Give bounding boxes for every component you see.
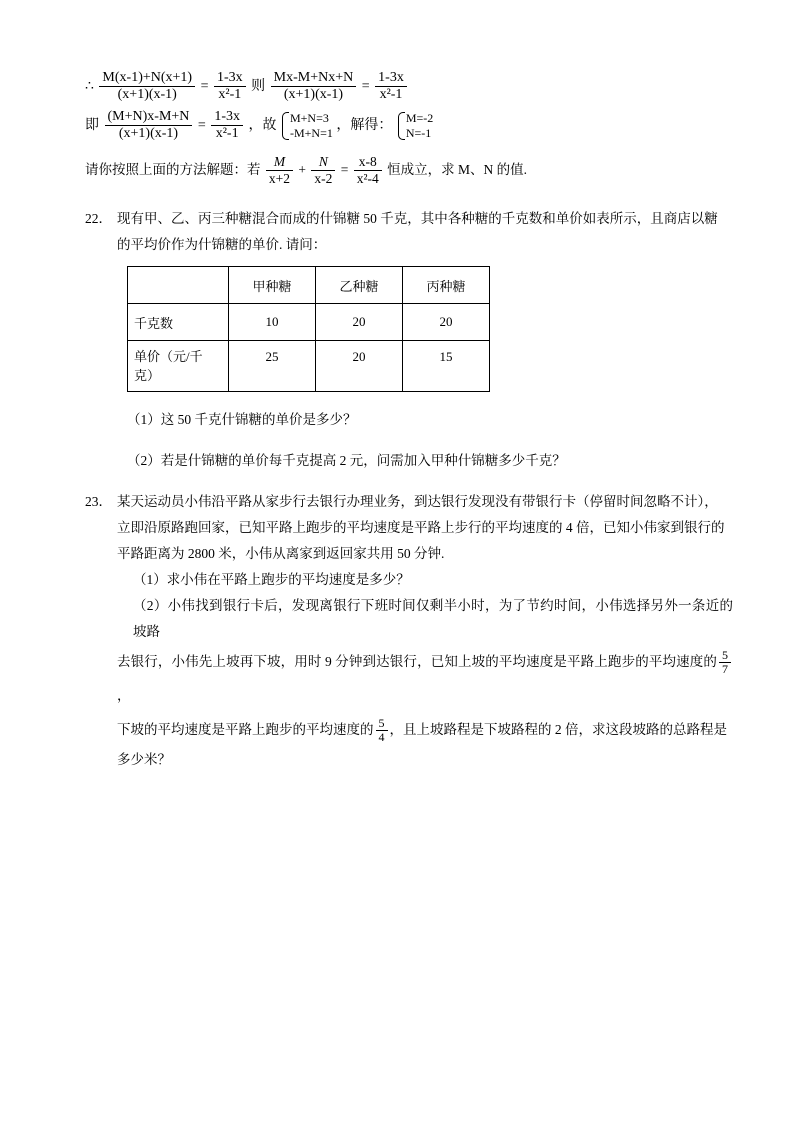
table-row <box>128 341 490 392</box>
fraction-numerator: Mx-M+Nx+N <box>271 70 357 87</box>
fraction-five-sevenths <box>719 649 731 678</box>
question-22-part-2: （2）若是什锦糖的单价每千克提高 2 元，问需加入甲种什锦糖多少千克？ <box>127 453 566 469</box>
question-23-number: 23． <box>85 493 112 509</box>
fraction-6 <box>211 109 243 142</box>
fraction-denominator: x-2 <box>314 170 333 186</box>
fraction-denominator: (x+1)(x-1) <box>118 126 179 142</box>
fraction-9 <box>354 154 382 186</box>
equation-system-2 <box>396 111 433 141</box>
fraction-numerator: 5 <box>719 649 731 664</box>
question-23-part-2-line-3 <box>117 713 733 747</box>
fraction-denominator: x²-1 <box>379 87 403 103</box>
system-row: M+N=3 <box>289 110 329 125</box>
question-22-stem-line-1: 现有甲、乙、丙三种糖混合而成的什锦糖 50 千克，其中各种糖的千克数和单价如表所示，且商店以糖 <box>117 211 718 227</box>
equation-system-1 <box>280 111 333 141</box>
table-cell: 15 <box>403 341 490 392</box>
question-23-stem-line-3: 平路距离为 2800 米，小伟从离家到返回家共用 50 分钟. <box>117 545 445 561</box>
table-cell: 20 <box>316 341 403 392</box>
table-cell: 20 <box>316 304 403 341</box>
question-22-stem <box>117 206 733 258</box>
fraction-4 <box>375 70 407 103</box>
question-22 <box>85 206 733 475</box>
table-cell: 10 <box>229 304 316 341</box>
fraction-1 <box>99 70 195 103</box>
table-header-row <box>128 267 490 304</box>
worked-solution-block <box>85 70 733 186</box>
fraction-numerator: 1-3x <box>211 109 243 126</box>
prompt-suffix: 恒成立，求 M、N 的值. <box>387 161 528 177</box>
question-23-stem <box>117 489 733 773</box>
question-23-part-2-line-4: 多少米？ <box>117 751 171 767</box>
question-23-part-2 <box>117 593 733 773</box>
equals-sign: = <box>361 78 370 94</box>
connector-word: 则 <box>251 78 266 94</box>
solution-line-3 <box>85 154 733 186</box>
system-row: -M+N=1 <box>289 125 333 140</box>
solve-label: ，解得： <box>336 118 393 134</box>
question-23-part-2-line-1: （2）小伟找到银行卡后，发现离银行下班时间仅剩半小时，为了节约时间，小伟选择另外一条近的坡路 <box>133 597 733 639</box>
table-row <box>128 304 490 341</box>
prompt-text: 请你按照上面的方法解题：若 <box>85 161 261 177</box>
system-row: N=-1 <box>405 125 432 140</box>
fraction-denominator: x²-1 <box>215 126 239 142</box>
fraction-denominator: x²-4 <box>356 170 379 186</box>
question-23-stem-line-1: 某天运动员小伟沿平路从家步行去银行办理业务，到达银行发现没有带银行卡（停留时间忽略不计）， <box>117 493 718 509</box>
fraction-numerator: N <box>311 154 335 171</box>
part-2-text-c: ，且上坡路程是下坡路程的 2 倍，求这段坡路的总路程是 <box>389 721 727 737</box>
system-row: M=-2 <box>405 110 434 125</box>
fraction-numerator: 1-3x <box>214 70 246 87</box>
fraction-numerator: (M+N)x-M+N <box>105 109 193 126</box>
line2-comma: ，故 <box>248 118 277 134</box>
fraction-denominator: x²-1 <box>218 87 242 103</box>
table-cell: 25 <box>229 341 316 392</box>
therefore-symbol: ∴ <box>85 78 94 94</box>
question-23-part-1: （1）求小伟在平路上跑步的平均速度是多少？ <box>133 571 410 587</box>
fraction-2 <box>214 70 246 103</box>
question-22-head <box>85 206 733 258</box>
table-header-cell: 甲种糖 <box>229 267 316 304</box>
question-23 <box>85 489 733 773</box>
question-23-head <box>85 489 733 773</box>
fraction-denominator: x+2 <box>268 170 290 186</box>
fraction-denominator: 4 <box>378 730 385 745</box>
equals-sign: = <box>197 118 206 134</box>
part-2-text-a: 去银行，小伟先上坡再下坡，用时 9 分钟到达银行，已知上坡的平均速度是平路上跑步的平均速度的 <box>117 653 717 669</box>
fraction-3 <box>271 70 357 103</box>
fraction-denominator: 7 <box>722 662 728 677</box>
fraction-8 <box>311 154 335 186</box>
question-22-number: 22． <box>85 211 112 227</box>
table-header-cell: 丙种糖 <box>403 267 490 304</box>
equals-sign: = <box>200 78 209 94</box>
fraction-numerator: 5 <box>376 717 388 732</box>
fraction-numerator: M <box>266 154 293 171</box>
fraction-5 <box>105 109 193 142</box>
fraction-denominator: (x+1)(x-1) <box>283 87 344 103</box>
fraction-denominator: (x+1)(x-1) <box>117 87 177 103</box>
question-23-part-2-line-2 <box>117 645 733 713</box>
fraction-numerator: 1-3x <box>375 70 407 87</box>
solution-line-1 <box>85 70 733 103</box>
part-2-comma: ， <box>117 687 131 703</box>
table-row-label: 单价（元/千克） <box>128 341 229 392</box>
line2-lead: 即 <box>85 118 99 134</box>
fraction-numerator: M(x-1)+N(x+1) <box>99 70 195 87</box>
plus-sign: + <box>298 161 306 177</box>
equals-sign: = <box>340 161 349 177</box>
solution-line-2 <box>85 109 733 142</box>
question-23-stem-line-2: 立即沿原路跑回家，已知平路上跑步的平均速度是平路上步行的平均速度的 4 倍，已知小伟家到银行的 <box>117 519 725 535</box>
fraction-five-fourths <box>376 717 388 746</box>
sugar-price-table <box>127 266 490 392</box>
fraction-numerator: x-8 <box>354 154 382 171</box>
table-cell: 20 <box>403 304 490 341</box>
fraction-7 <box>266 154 293 186</box>
table-header-cell: 乙种糖 <box>316 267 403 304</box>
question-22-stem-line-2: 的平均价作为什锦糖的单价. 请问： <box>117 237 327 253</box>
question-22-part-1: （1）这 50 千克什锦糖的单价是多少？ <box>127 411 357 427</box>
table-corner-cell <box>128 267 229 304</box>
part-2-text-b: 下坡的平均速度是平路上跑步的平均速度的 <box>117 721 374 737</box>
table-row-label: 千克数 <box>128 304 229 341</box>
